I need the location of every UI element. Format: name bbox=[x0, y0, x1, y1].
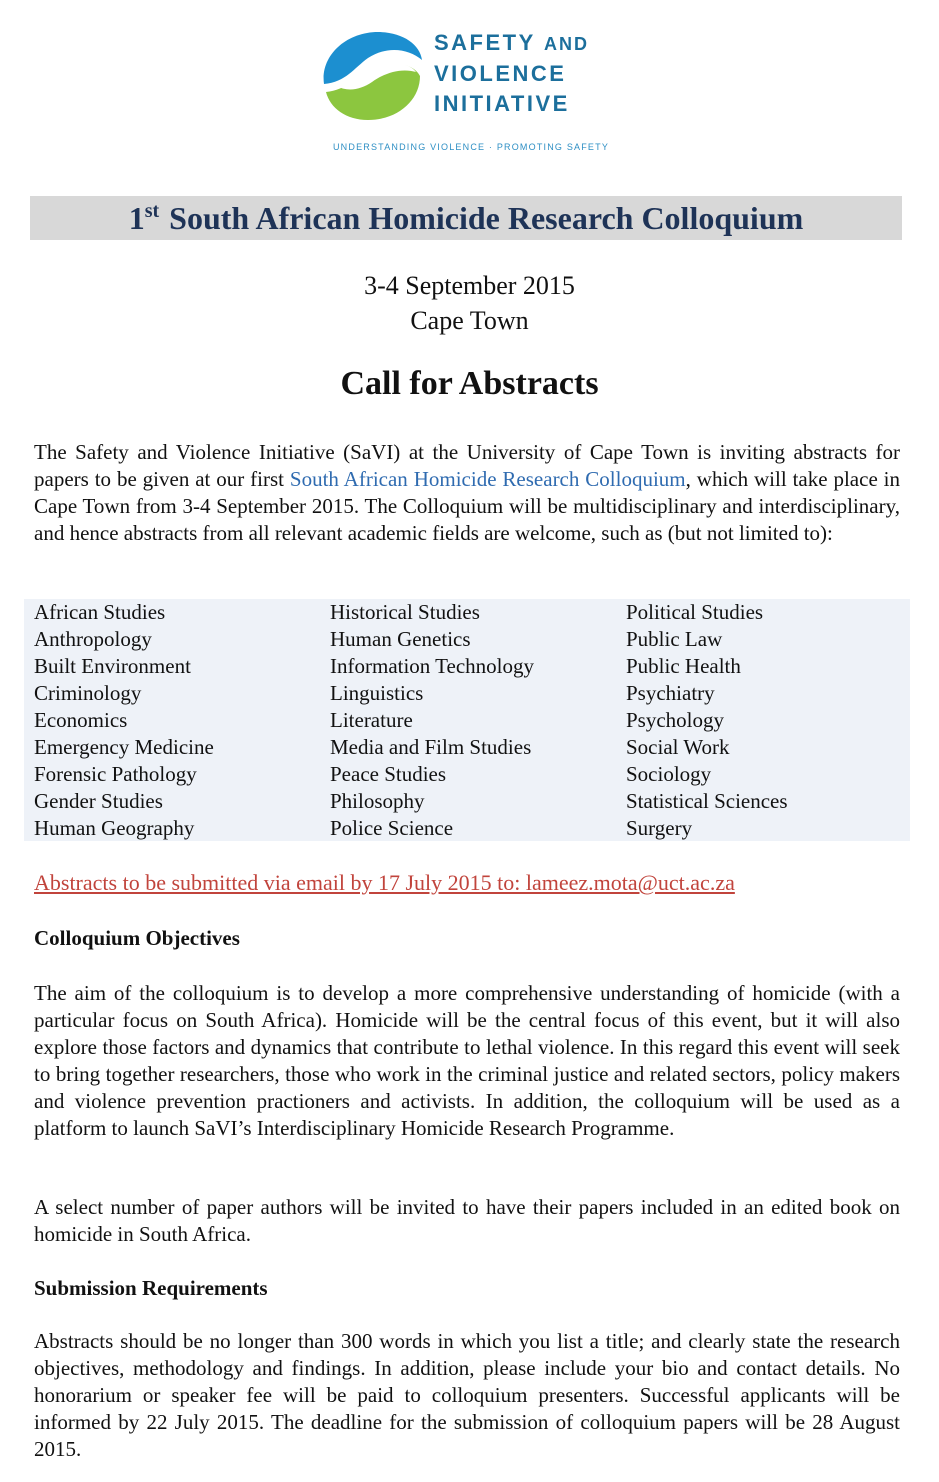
requirements-paragraph: Abstracts should be no longer than 300 words in which you list a title; and clearly state the research objectives, methodology and findings. In addition, please include your bio and contact details. No honorarium or speaker fee will be paid to colloquium presenters. Successful applicants will be informed by 22 July 2015. The deadline for the submission of colloquium papers will be 28 August 2015. bbox=[34, 1329, 900, 1461]
field-item: Police Science bbox=[330, 816, 454, 840]
field-item: Public Health bbox=[626, 654, 741, 678]
page-title bbox=[129, 200, 804, 237]
logo-line-2: VIOLENCE bbox=[434, 61, 567, 86]
fields-column-3 bbox=[626, 599, 788, 842]
field-item: Psychiatry bbox=[626, 681, 715, 705]
field-item: Forensic Pathology bbox=[34, 762, 197, 786]
event-location: Cape Town bbox=[410, 306, 529, 335]
intro-part-1: The Safety and Violence Initiative (SaVI) at the University of Cape Town is inviting abstracts for papers to be given at our first bbox=[34, 440, 900, 491]
intro-paragraph bbox=[34, 439, 900, 547]
event-dates: 3-4 September 2015 bbox=[364, 271, 575, 300]
field-item: Emergency Medicine bbox=[34, 735, 214, 759]
colloquium-link[interactable]: South African Homicide Research Colloquium bbox=[289, 467, 686, 491]
logo-line-3: INITIATIVE bbox=[434, 91, 570, 116]
event-details bbox=[0, 268, 939, 338]
title-banner bbox=[30, 196, 902, 240]
field-item: Psychology bbox=[626, 708, 725, 732]
objectives-heading: Colloquium Objectives bbox=[34, 926, 240, 950]
field-item: Criminology bbox=[34, 681, 142, 705]
fields-list bbox=[24, 599, 910, 841]
field-item: Surgery bbox=[626, 816, 693, 840]
field-item: Statistical Sciences bbox=[626, 789, 788, 813]
field-item: Human Genetics bbox=[330, 627, 471, 651]
field-item: Linguistics bbox=[330, 681, 424, 705]
fields-column-2 bbox=[330, 599, 534, 842]
savi-swirl-logo-icon bbox=[316, 26, 424, 122]
intro-part-2: , which will take place in Cape Town from 3-4 September 2015. The Colloquium will be multidisciplinary and interdisciplinary, and hence abstracts from all relevant academic fields are welcome, such as (but not limited to): bbox=[34, 467, 901, 545]
field-item: Philosophy bbox=[330, 789, 425, 813]
title-ordinal: 1 bbox=[128, 199, 145, 236]
logo-wordmark bbox=[434, 28, 589, 119]
field-item: Media and Film Studies bbox=[330, 735, 532, 759]
title-ordinal-suffix: st bbox=[144, 199, 160, 222]
field-item: Information Technology bbox=[330, 654, 535, 678]
field-item: Social Work bbox=[626, 735, 730, 759]
fields-column-1 bbox=[34, 599, 214, 842]
book-paragraph: A select number of paper authors will be invited to have their papers included in an edited book on homicide in South Africa. bbox=[34, 1195, 900, 1246]
title-text: South African Homicide Research Colloquium bbox=[169, 199, 804, 236]
field-item: Anthropology bbox=[34, 627, 152, 651]
requirements-heading: Submission Requirements bbox=[34, 1276, 268, 1300]
field-item: African Studies bbox=[34, 600, 166, 624]
field-item: Political Studies bbox=[626, 600, 764, 624]
call-heading: Call for Abstracts bbox=[340, 365, 599, 402]
field-item: Peace Studies bbox=[330, 762, 447, 786]
field-item: Gender Studies bbox=[34, 789, 163, 813]
field-item: Literature bbox=[330, 708, 413, 732]
savi-logo bbox=[316, 20, 626, 160]
field-item: Economics bbox=[34, 708, 128, 732]
field-item: Public Law bbox=[626, 627, 723, 651]
logo-line-1: SAFETY bbox=[434, 30, 536, 55]
logo-tagline: UNDERSTANDING VIOLENCE · PROMOTING SAFETY bbox=[332, 142, 610, 152]
field-item: Sociology bbox=[626, 762, 712, 786]
submission-email-note[interactable]: Abstracts to be submitted via email by 17 July 2015 to: lameez.mota@uct.ac.za bbox=[34, 870, 735, 895]
field-item: Built Environment bbox=[34, 654, 191, 678]
logo-line-1-and: AND bbox=[544, 34, 590, 54]
field-item: Historical Studies bbox=[330, 600, 480, 624]
objectives-paragraph: The aim of the colloquium is to develop a more comprehensive understanding of homicide (with a particular focus on South Africa). Homicide will be the central focus of this event, but it will also explore those factors and dynamics that contribute to lethal violence. In this regard this event will seek to bring together researchers, those who work in the criminal justice and related sectors, policy makers and violence prevention practioners and activists. In addition, the colloquium will be used as a platform to launch SaVI’s Interdisciplinary Homicide Research Programme. bbox=[34, 981, 900, 1140]
field-item: Human Geography bbox=[34, 816, 195, 840]
